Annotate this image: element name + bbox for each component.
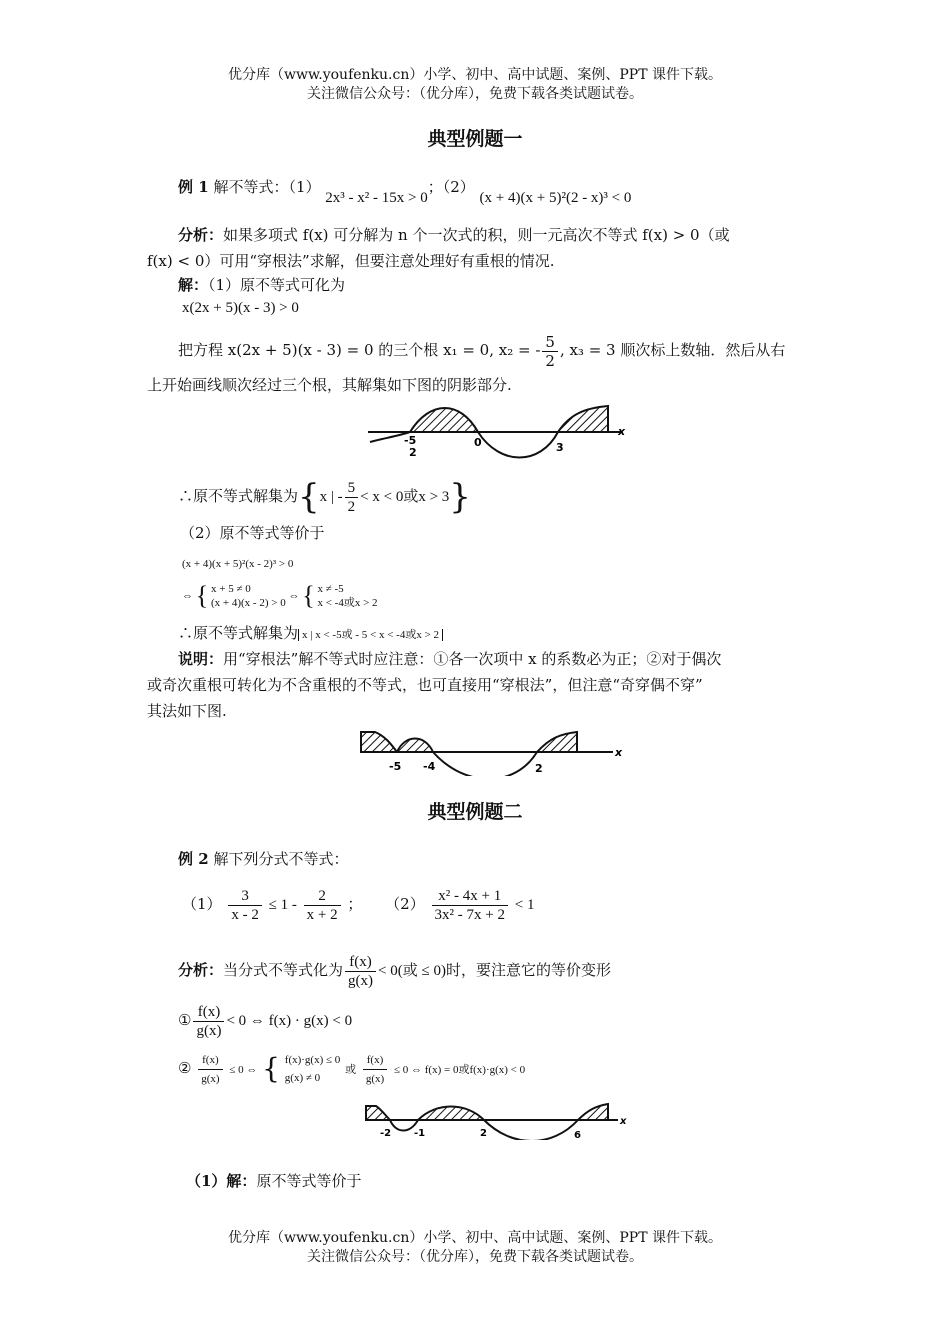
eq2-system: ⇔ { x + 5 ≠ 0 (x + 4)(x - 2) > 0 ⇔ { x ≠ -5 x < -4或x > 2	[182, 581, 378, 610]
shaded-region-1	[366, 1106, 390, 1120]
roots-line2: 上开始画线顺次经过三个根，其解集如下图的阴影部分.	[147, 376, 512, 394]
example1-label: 例 1	[178, 178, 209, 196]
section1-title: 典型例题一	[427, 128, 523, 150]
svg-text:2: 2	[480, 1128, 487, 1139]
sign-chart-2	[355, 726, 625, 776]
example1-math1: 2x³ - x² - 15x > 0	[325, 190, 428, 206]
example1-statement: 例 1 解不等式：（1） 2x³ - x² - 15x > 0；（2） (x + 4)(x + 5)²(2 - x)³ < 0	[178, 178, 632, 206]
svg-text:-5: -5	[389, 760, 402, 773]
footer-line-2: 关注微信公众号：（优分库），免费下载各类试题试卷。	[307, 1249, 643, 1265]
note-line3: 其法如下图.	[147, 702, 227, 720]
roots-line: 把方程 x(2x + 5)(x - 3) = 0 的三个根 x₁ = 0, x₂ = - $\frac{5}{2}$ , x₃ = 3 顺次标上数轴．然后从右	[178, 332, 786, 370]
shaded-region-2	[558, 406, 608, 432]
header-line-1: 优分库（www.youfenku.cn）小学、初中、高中试题、案例、PPT 课件下载。	[227, 67, 722, 83]
eq2-line1: (x + 4)(x + 5)²(x - 2)³ > 0	[182, 558, 294, 570]
svg-text:x: x	[615, 746, 623, 759]
solution-set-1: ∴原不等式解集为{x | - $\frac{5}{2}$ < x < 0或x > 3}	[178, 477, 471, 517]
shaded-region-3	[578, 1104, 608, 1120]
footer-line-1: 优分库（www.youfenku.cn）小学、初中、高中试题、案例、PPT 课件下载。	[227, 1230, 722, 1246]
note-line1: 说明：用“穿根法”解不等式时应注意：①各一次项中 x 的系数必为正；②对于偶次	[178, 650, 722, 668]
svg-text:-2: -2	[380, 1128, 392, 1139]
svg-text:-5: -5	[404, 434, 417, 447]
part2-intro: （2）原不等式等价于	[180, 524, 325, 542]
svg-text:2: 2	[535, 762, 543, 775]
solution2-intro: （1）解：原不等式等价于	[186, 1172, 362, 1190]
svg-text:6: 6	[574, 1130, 581, 1140]
solution-set-2: ∴原不等式解集为 x | x < -5或 - 5 < x < -4或x > 2	[178, 620, 443, 648]
solution1-intro: 解：（1）原不等式可化为	[178, 276, 346, 294]
solution1-eq1: x(2x + 5)(x - 3) > 0	[182, 300, 299, 316]
header-line-2: 关注微信公众号：（优分库），免费下载各类试题试卷。	[307, 86, 643, 102]
shaded-region-1	[410, 408, 478, 432]
analysis2: 分析：当分式不等式化为 $\frac{f(x)}{g(x)}$ < 0(或 ≤ 0)时，要注意它的等价变形	[178, 953, 611, 989]
shaded-region-2	[418, 1107, 484, 1121]
sign-chart-1	[360, 400, 640, 462]
sign-chart-3	[362, 1098, 632, 1140]
shaded-region-2	[397, 739, 433, 753]
section2-title: 典型例题二	[427, 801, 523, 823]
svg-text:x: x	[620, 1116, 627, 1127]
rule-2: ② $\frac{f(x)}{g(x)}$ ≤ 0 ⇔ { f(x)·g(x) ≤ 0 g(x) ≠ 0 或 $\frac{f(x)}{g(x)}$ ≤ 0 ⇔ f(x) = 0或f(x)·g(x) < 0	[178, 1052, 526, 1085]
rule-1: ① $\frac{f(x)}{g(x)}$ < 0 ⇔ f(x) · g(x) < 0	[178, 1003, 353, 1039]
example2-statement: 例 2 解下列分式不等式：	[178, 850, 349, 868]
svg-text:-1: -1	[414, 1128, 426, 1139]
analysis1-line1: 分析：如果多项式 f(x) 可分解为 n 个一次式的积，则一元高次不等式 f(x) > 0（或	[178, 226, 730, 244]
note-line2: 或奇次重根可转化为不含重根的不等式，也可直接用“穿根法”，但注意“奇穿偶不穿”	[147, 676, 703, 694]
shaded-region-1	[361, 732, 397, 752]
example2-questions: （1） $\frac{3}{x - 2}$ ≤ 1 - $\frac{2}{x + 2}$ ； （2） $\frac{\text{x² - 4x + 1}}{\text{3x² - 7x + 2}}$ < 1	[182, 887, 535, 923]
svg-text:0: 0	[474, 436, 482, 449]
svg-text:2: 2	[409, 446, 417, 459]
svg-text:x: x	[618, 425, 626, 438]
shaded-region-3	[537, 732, 577, 752]
svg-text:3: 3	[556, 441, 564, 454]
example1-math2: (x + 4)(x + 5)²(2 - x)³ < 0	[479, 190, 632, 206]
svg-text:-4: -4	[423, 760, 436, 773]
analysis1-line2: f(x) < 0）可用“穿根法”求解，但要注意处理好有重根的情况.	[147, 252, 555, 270]
